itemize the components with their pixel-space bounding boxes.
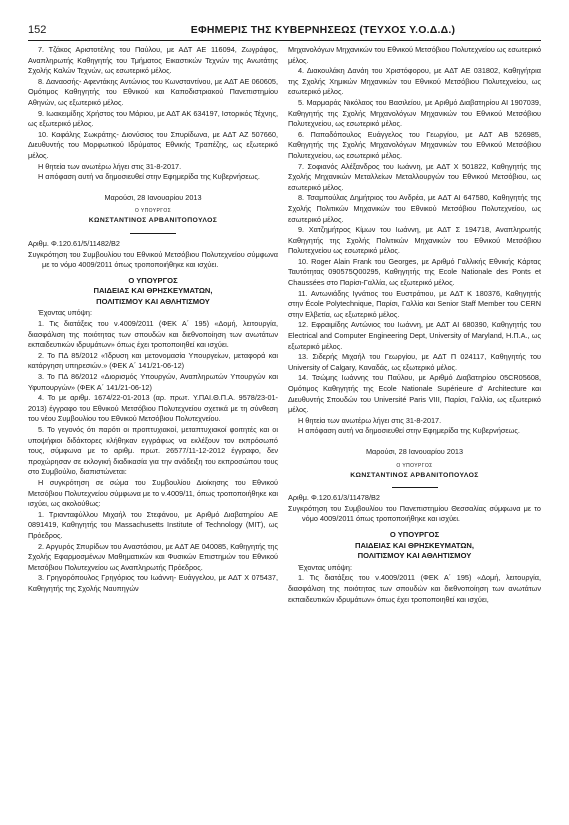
body-paragraph: 1. Τις διατάξεις του ν.4009/2011 (ΦΕΚ Α΄ 195) «Δομή, λειτουργία, διασφάλιση της ποιότητας των σπουδών και διεθνοποίηση των ανωτάτων εκπαιδευτικών ιδρυμάτων» όπως έχει τροποποιηθεί και ισχύει.	[28, 319, 278, 350]
signature-role: Ο ΥΠΟΥΡΓΟΣ	[134, 208, 172, 215]
continued-text: Μηχανολόγων Μηχανικών του Εθνικού Μετσόβιου Πολυτεχνείου ως εσωτερικό μέλος.	[288, 45, 541, 65]
body-paragraph: Η συγκρότηση σε σώμα του Συμβουλίου Διοίκησης του Εθνικού Μετσόβιου Πολυτεχνείου σύμφωνα με το ν.4009/11, όπως τροποποιήθηκε και ισχύει, ως ακολούθως:	[28, 477, 278, 509]
member-item: 2. Αργυρός Σπυρίδων του Αναστάσιου, με ΑΔΤ ΑΕ 040085, Καθηγητής της Σχολής Εφαρμοσμένων Μαθηματικών και Φυσικών Επιστημών του Εθνικού Μετσόβιου Πολυτεχνείου ως Αναπληρωτής Πρόεδρος.	[28, 541, 278, 572]
right-column	[288, 45, 541, 605]
signature-name: ΚΩΝΣΤΑΝΤΙΝΟΣ ΑΡΒΑΝΙΤΟΠΟΥΛΟΣ	[350, 471, 479, 479]
term-note: Η θητεία των ανωτέρω λήγει στις 31-8-2017.	[298, 415, 442, 425]
member-item: 10. Roger Alain Frank του Georges, με Αριθμό Γαλλικής Εθνικής Κάρτας Ταυτότητας 090575Q00295, Καθηγητής της Ecole Nationale des Ponts et Chaussées στο Παρίσι-Γαλλία, ως εξωτερικό μέλος.	[288, 256, 541, 288]
member-item: 14. Τσώμης Ιωάννης του Παύλου, με Αριθμό Διαβατηρίου 05CR05608, Ομότιμος Καθηγητής της Ecole Nationale Supérieure d' Architecture και Διευθυντής Σπουδών του Université Paris VIII, Παρίσι, Γαλλία, ως εξωτερικό μέλος.	[288, 373, 541, 415]
member-item: 4. Διακουλάκη Δανάη του Χριστόφορου, με ΑΔΤ ΑΕ 031802, Καθηγήτρια της Σχολής Χημικών Μηχανικών του Εθνικού Μετσόβιου Πολυτεχνείου, ως εσωτερικό μέλος.	[288, 66, 541, 97]
member-item: 5. Μαρμαράς Νικόλαος του Βασιλείου, με Αριθμό Διαβατηρίου ΑΙ 1907039, Καθηγητής της Σχολής Μηχανολόγων Μηχανικών του Εθνικού Μετσόβιου Πολυτεχνείου, ως εσωτερικό μέλος.	[288, 97, 541, 129]
heading-line: ΠΟΛΙΤΙΣΜΟΥ ΚΑΙ ΑΘΛΗΤΙΣΜΟΥ	[357, 551, 472, 561]
member-item: 3. Γρηγορόπουλος Γρηγόριος του Ιωάννη- Ευάγγελου, με ΑΔΤ Χ 075437, Καθηγητής της Σχολής Ναυπηγών	[28, 573, 278, 593]
running-head: ΕΦΗΜΕΡΙΣ ΤΗΣ ΚΥΒΕΡΝΗΣΕΩΣ (ΤΕΥΧΟΣ Υ.Ο.Δ.Δ.)	[190, 24, 456, 36]
body-paragraph: 3. Το ΠΔ 86/2012 «Διορισμός Υπουργών, Αναπληρωτών Υπουργών και Υφυπουργών» (ΦΕΚ Α΄ 141/21-06-12)	[28, 372, 278, 392]
publication-note: Η απόφαση αυτή να δημοσιευθεί στην Εφημερίδα της Κυβερνήσεως.	[298, 426, 520, 436]
minister-heading	[288, 530, 541, 562]
body-paragraph: 5. Το γεγονός ότι παρότι οι προπτυχιακοί, μεταπτυχιακοί φοιτητές και οι υποψήφιοι διδάκτορες κλήθηκαν εγγράφως να εκλέξουν τον εκπρόσωπό τους, σύμφωνα με το αριθμ. πρωτ. 26577/11-12-2012 έγγραφο, δεν προχώρησαν σε εκλογική διαδικασία για την ανάδειξη του εκπροσώπου τους στο Συμβούλιο, διαπιστώνεται:	[28, 425, 278, 477]
member-item: 9. Ιωακειμίδης Χρήστος του Μάριου, με ΑΔΤ ΑΚ 634197, Ιστορικός Τέχνης, ως εξωτερικό μέλος.	[28, 108, 278, 129]
term-note: Η θητεία των ανωτέρω λήγει στις 31-8-2017.	[38, 161, 182, 171]
header-rule	[28, 40, 541, 41]
member-item: 7. Τζάκος Αριστοτέλης του Παύλου, με ΑΔΤ ΑΕ 116094, Ζωγράφος, Αναπληρωτής Καθηγητής του Τμήματος Εικαστικών Τεχνών της Ανωτάτης Σχολής Καλών Τεχνών, ως εσωτερικό μέλος.	[28, 45, 278, 76]
decision-reference: Αριθμ. Φ.120.61/3/11478/Β2	[288, 493, 380, 503]
member-item: 11. Αντωνιάδης Ιγνάτιος του Ευστράτιου, με ΑΔΤ Κ 180376, Καθηγητής στην École Polytechnique, Παρίσι, Γαλλία και Senior Staff Member του CERN στην Ελβετία, ως εξωτερικό μέλος.	[288, 288, 541, 319]
member-item: 1. Τριανταφύλλου Μιχαήλ του Στεφάνου, με Αριθμό Διαβατηρίου ΑΕ 0891419, Καθηγητής του Massachusetts Institute of Technology (MIT), ως Πρόεδρος.	[28, 509, 278, 540]
decision-subject: Συγκρότηση του Συμβουλίου του Εθνικού Μετσόβιου Πολυτεχνείου σύμφωνα με το νόμο 4009/2011 όπως τροποποιήθηκε και ισχύει.	[28, 249, 278, 270]
heading-line: ΠΟΛΙΤΙΣΜΟΥ ΚΑΙ ΑΘΛΗΤΙΣΜΟΥ	[96, 296, 210, 306]
section-divider	[130, 233, 176, 234]
section-divider	[392, 487, 438, 488]
member-item: 6. Παπαδόπουλος Ευάγγελος του Γεωργίου, με ΑΔΤ ΑΒ 526985, Καθηγητής της Σχολής Μηχανολόγων Μηχανικών του Εθνικού Μετσόβιου Πολυτεχνείου, ως εσωτερικό μέλος.	[288, 129, 541, 160]
member-item: 7. Σοφιανός Αλέξανδρος του Ιωάννη, με ΑΔΤ Χ 501822, Καθηγητής της Σχολής Μηχανικών Μεταλλείων Μεταλλουργών του Εθνικού Μετσόβιου, ως εσωτερικό μέλος.	[288, 161, 541, 192]
signature-date: Μαρούσι, 28 Ιανουαρίου 2013	[365, 446, 464, 456]
left-column	[28, 45, 278, 595]
body-paragraph: Έχοντας υπόψη:	[38, 308, 92, 318]
heading-line: ΠΑΙΔΕΙΑΣ ΚΑΙ ΘΡΗΣΚΕΥΜΑΤΩΝ,	[93, 286, 213, 296]
signature-date: Μαρούσι, 28 Ιανουαρίου 2013	[104, 192, 202, 202]
body-paragraph: Έχοντας υπόψη:	[298, 562, 352, 572]
decision-reference: Αριθμ. Φ.120.61/5/11482/Β2	[28, 238, 120, 248]
member-item: 12. Εφραιμίδης Αντώνιος του Ιωάννη, με ΑΔΤ ΑΙ 680390, Καθηγητής του Electrical and Computer Engineering Dept, University of Maryland, Η.Π.Α., ως εξωτερικό μέλος.	[288, 320, 541, 351]
heading-line: Ο ΥΠΟΥΡΓΟΣ	[128, 275, 178, 285]
member-item: 8. Τσαμπούλας Δημήτριος του Ανδρέα, με ΑΔΤ ΑΙ 647580, Καθηγητής της Σχολής Πολιτικών Μηχανικών του Εθνικού Μετσόβιου Πολυτεχνείου, ως εσωτερικό μέλος.	[288, 193, 541, 224]
signature-name: ΚΩΝΣΤΑΝΤΙΝΟΣ ΑΡΒΑΝΙΤΟΠΟΥΛΟΣ	[88, 217, 218, 225]
body-paragraph: 1. Τις διατάξεις του ν.4009/2011 (ΦΕΚ Α΄ 195) «Δομή, λειτουργία, διασφάλιση της ποιότητας των σπουδών και διεθνοποίηση των ανωτάτων εκπαιδευτικών ιδρυμάτων» όπως έχει τροποποιηθεί και ισχύει,	[288, 573, 541, 604]
minister-heading	[28, 276, 278, 308]
member-item: 13. Σιδερής Μιχαήλ του Γεωργίου, με ΑΔΤ Π 024117, Καθηγητής του University of Calgary, Καναδάς, ως εξωτερικό μέλος.	[288, 352, 541, 372]
signature-role: Ο ΥΠΟΥΡΓΟΣ	[396, 462, 433, 469]
member-item: 10. Καφάλης Σωκράτης- Διονύσιος του Σπυρίδωνα, με ΑΔΤ ΑΖ 507660, Διευθυντής του Μορφωτικού Ιδρύματος Εθνικής Τραπέζης, ως εξωτερικό μέλος.	[28, 129, 278, 160]
heading-line: Ο ΥΠΟΥΡΓΟΣ	[389, 529, 440, 539]
body-paragraph: 4. Το με αριθμ. 1674/22-01-2013 (αρ. πρωτ. Υ.ΠΑΙ.Θ.Π.Α. 9578/23-01-2013) έγγραφο του Εθνικού Μετσόβιου Πολυτεχνείου σχετικά με τη σύνθεση του νέου Συμβουλίου του Εθνικού Μετσόβιου Πολυτεχνείου.	[28, 393, 278, 424]
page-number: 152	[28, 24, 47, 36]
decision-subject: Συγκρότηση του Συμβουλίου του Πανεπιστημίου Θεσσαλίας σύμφωνα με το νόμο 4009/2011 όπως τροποποιήθηκε και ισχύει.	[288, 503, 541, 524]
member-item: 9. Χατζημήτρος Κίμων του Ιωάννη, με ΑΔΤ Σ 194718, Αναπληρωτής Καθηγητής της Σχολής Πολιτικών Μηχανικών του Εθνικού Μετσόβιου Πολυτεχνείου ως εσωτερικό μέλος.	[288, 225, 541, 256]
publication-note: Η απόφαση αυτή να δημοσιευθεί στην Εφημερίδα της Κυβερνήσεως.	[38, 172, 260, 182]
heading-line: ΠΑΙΔΕΙΑΣ ΚΑΙ ΘΡΗΣΚΕΥΜΑΤΩΝ,	[354, 540, 475, 550]
body-paragraph: 2. Το ΠΔ 85/2012 «Ίδρυση και μετονομασία Υπουργείων, μεταφορά και κατάργηση υπηρεσιών.» (ΦΕΚ Α΄ 141/21-06-12)	[28, 350, 278, 371]
member-item: 8. Δαναοσής- Αφεντάκης Αντώνιος του Κωνσταντίνου, με ΑΔΤ ΑΕ 060605, Ομότιμος Καθηγητής του Εθνικού και Καποδιστριακού Πανεπιστημίου Αθηνών, ως εξωτερικό μέλος.	[28, 76, 278, 107]
